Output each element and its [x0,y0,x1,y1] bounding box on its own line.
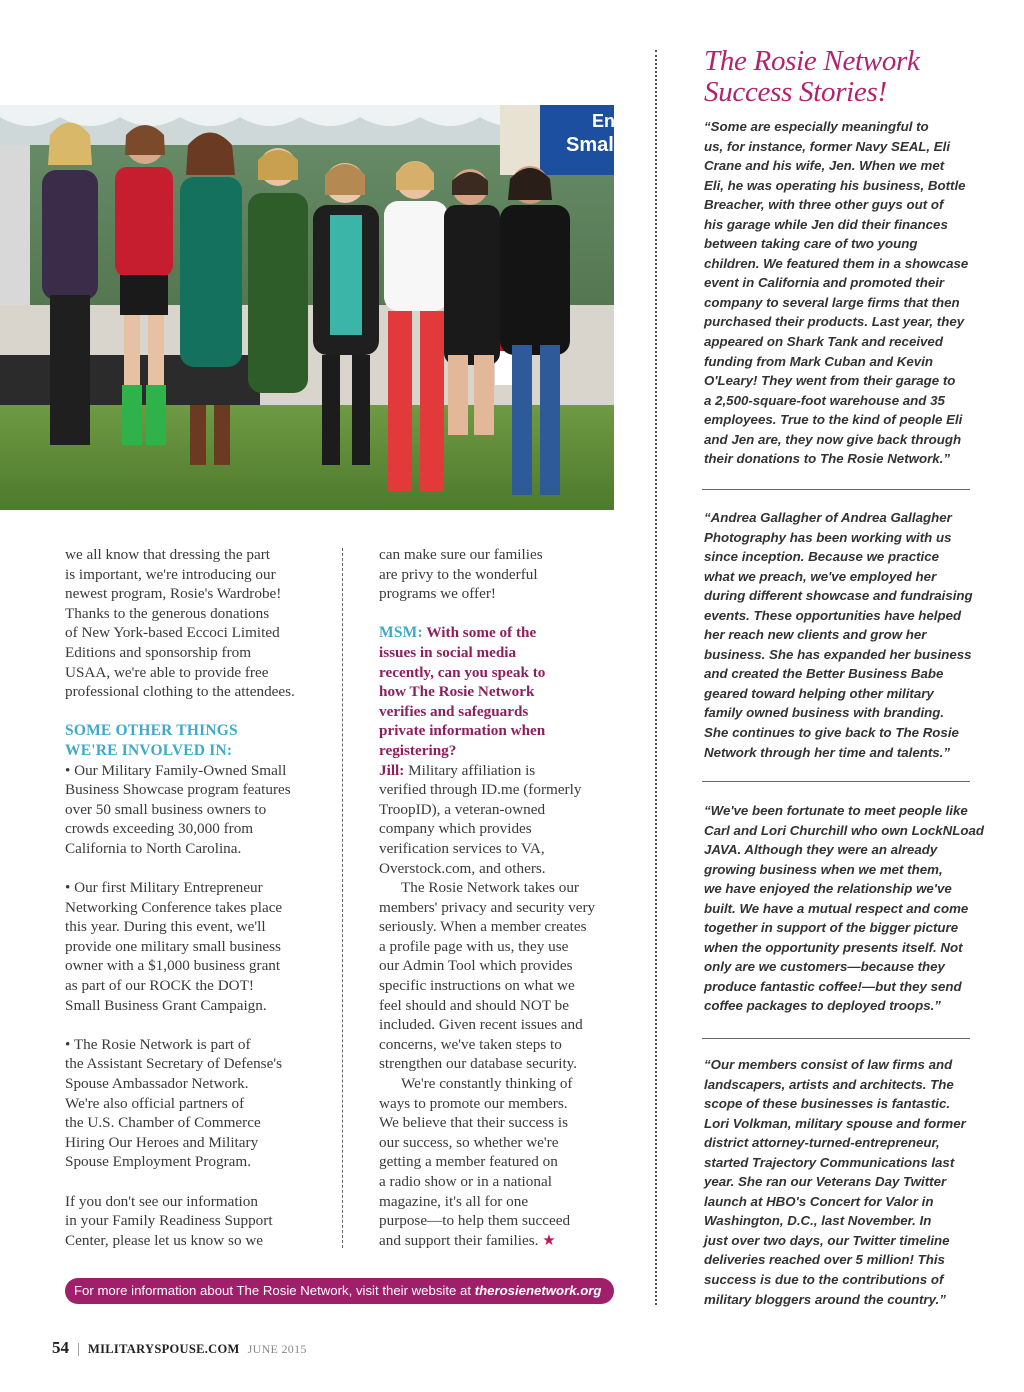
question-line: registering? [379,741,457,759]
text-line: of New York-based Eccoci Limited [65,624,280,642]
text-line: Editions and sponsorship from [65,643,252,661]
text-line: members' privacy and security very [379,898,596,916]
question-line: recently, can you speak to [379,663,546,681]
text-line: feel should and should NOT be [379,996,569,1014]
text-line [379,1231,649,1251]
text-line: verified through ID.me (formerly [379,781,582,799]
column-divider [342,548,343,1248]
sidebar-title-line: The Rosie Network [704,45,920,77]
quote-line: his garage while Jen did their finances [704,216,948,232]
website-banner [65,1278,614,1304]
quote-line: military bloggers around the country.” [704,1291,946,1307]
interview-question [379,623,649,760]
text-line: Spouse Employment Program. [65,1153,252,1171]
quote-line: when the opportunity presents itself. Not [704,939,963,955]
text-line: concerns, we've taken steps to [379,1035,562,1053]
text-line: professional clothing to the attendees. [65,683,295,701]
quote-line: year. She ran our Veterans Day Twitter [704,1174,947,1190]
text-line: ways to promote our members. [379,1094,568,1112]
text-line: Overstock.com, and others. [379,859,546,877]
quote-line: Lori Volkman, military spouse and former [704,1115,966,1131]
text-line: company which provides [379,820,532,838]
text-line: is important, we're introducing our [65,565,276,583]
question-label: MSM: [379,624,423,642]
quote-line: business. She has expanded her business [704,646,972,662]
quote-line: Network through her time and talents.” [704,744,951,760]
quote-line: growing business when we met them, [704,861,943,877]
quote-divider [702,489,970,490]
text-line: a radio show or in a national [379,1173,552,1190]
sign-small: Small [566,134,620,156]
quote-line: scope of these businesses is fantastic. [704,1096,951,1112]
footer-issue-date: JUNE 2015 [247,1342,307,1356]
quote-line: us, for instance, former Navy SEAL, Eli [704,138,951,154]
paragraph-wardrobe [65,545,335,702]
quote-line: produce fantastic coffee!—but they send [704,978,962,994]
footer-separator: | [77,1341,81,1357]
text-line: over 50 small business owners to [65,800,267,818]
text-line: can make sure our families [379,546,543,563]
quote-line: Washington, D.C., last November. In [704,1213,932,1229]
footer-site-name: MILITARYSPOUSE.COM [88,1342,240,1356]
text-line: TroopID), a veteran-owned [379,800,546,818]
text-line: Business Showcase program features [65,781,291,799]
text-line: in your Family Readiness Support [65,1212,273,1230]
paragraph-readiness [65,1192,335,1251]
group-photo [0,105,620,510]
text-line: Hiring Our Heroes and Military [65,1133,259,1151]
quote-line: district attorney-turned-entrepreneur, [704,1135,940,1151]
text-line: The Rosie Network takes our [401,879,579,897]
text-line: Networking Conference takes place [65,898,283,916]
quote-line: company to several large firms that then [704,294,960,310]
quote-line: children. We featured them in a showcase [704,255,969,271]
question-line: how The Rosie Network [379,683,535,701]
text-line: Center, please let us know so we [65,1231,264,1249]
quote-line: coffee packages to deployed troops.” [704,998,941,1014]
text-line: our success, so whether we're [379,1133,559,1151]
banner-text: For more information about The Rosie Network, visit their website at [74,1283,475,1298]
success-quote-volkman [704,1055,976,1309]
quote-line: we have enjoyed the relationship we've [704,881,952,897]
article-column-2 [379,545,649,1250]
sidebar-divider [655,50,657,1305]
sidebar-title-line: Success Stories! [704,76,887,108]
section-heading [65,721,335,760]
quote-line: landscapers, artists and architects. The [704,1076,954,1092]
text-line: crowds exceeding 30,000 from [65,820,254,838]
text-line: are privy to the wonderful [379,565,538,583]
text-line: owner with a $1,000 business grant [65,957,281,975]
text-line: getting a member featured on [379,1153,558,1171]
answer-text: Military affiliation is [408,761,536,779]
quote-line: between taking care of two young [704,236,918,252]
bullet-showcase [65,761,335,859]
quote-line: and created the Better Business Babe [704,666,944,682]
paragraph-privacy [379,878,649,1074]
heading-line: WE'RE INVOLVED IN: [65,741,233,759]
sidebar-title [704,46,920,108]
text-line: We're constantly thinking of [401,1075,573,1093]
text-line: We're also official partners of [65,1094,245,1112]
text-line: USAA, we're able to provide free [65,663,269,681]
success-quote-gallagher [704,508,976,762]
quote-line: just over two days, our Twitter timeline [704,1232,950,1248]
page-footer [52,1338,307,1358]
text-line: • The Rosie Network is part of [65,1035,251,1053]
quote-line: events. These opportunities have helped [704,607,962,623]
heading-line: SOME OTHER THINGS [65,722,238,740]
question-line [379,623,649,643]
quote-line: “Andrea Gallagher of Andrea Gallagher [704,510,952,525]
page-number: 54 [52,1338,69,1357]
quote-line: launch at HBO's Concert for Valor in [704,1193,934,1209]
interview-answer [379,761,649,879]
text-line: programs we offer! [379,585,496,603]
answer-line [379,761,649,781]
text-line: • Our first Military Entrepreneur [65,879,263,897]
text-line: We believe that their success is [379,1114,568,1132]
text-line: our Admin Tool which provides [379,957,573,975]
last-line-text: and support their families. [379,1231,539,1249]
text-line: California to North Carolina. [65,839,242,857]
quote-line: “We've been fortunate to meet people like [704,803,968,818]
quote-line: funding from Mark Cuban and Kevin [704,353,934,369]
quote-line: Photography has been working with us [704,529,952,545]
text-line: verification services to VA, [379,839,545,857]
text-line: this year. During this event, we'll [65,918,266,936]
quote-line: She continues to give back to The Rosie [704,725,959,741]
quote-line: event in California and promoted their [704,275,945,291]
question-text: With some of the [426,624,537,642]
bullet-partners [65,1035,335,1172]
text-line: magazine, it's all for one [379,1192,529,1210]
text-line: the Assistant Secretary of Defense's [65,1055,282,1073]
quote-line: since inception. Because we practice [704,549,940,565]
text-line: as part of our ROCK the DOT! [65,977,254,995]
quote-line: “Our members consist of law firms and [704,1057,953,1072]
success-quote-churchill [704,801,984,1016]
text-line: specific instructions on what we [379,977,575,995]
article-column-1 [65,545,335,1250]
text-line: • Our Military Family-Owned Small [65,761,287,779]
text-line: seriously. When a member creates [379,918,587,936]
success-quote-crane [704,117,976,469]
quote-line: only are we customers—because they [704,959,945,975]
quote-line: what we preach, we've employed her [704,568,937,584]
quote-line: appeared on Shark Tank and received [704,334,943,350]
quote-line: started Trajectory Communications last [704,1154,955,1170]
website-link[interactable]: therosienetwork.org [474,1283,602,1298]
quote-line: Carl and Lori Churchill who own LockNLoad [704,822,984,838]
quote-line: their donations to The Rosie Network.” [704,451,951,467]
quote-line: O'Leary! They went from their garage to [704,373,956,389]
text-line: we all know that dressing the part [65,546,270,563]
quote-line: a 2,500-square-foot warehouse and 35 [704,392,945,408]
quote-line: employees. True to the kind of people Eli [704,412,963,428]
text-line: included. Given recent issues and [379,1016,583,1034]
text-line: a profile page with us, they use [379,937,569,955]
quote-line: Crane and his wife, Jen. When we met [704,158,945,174]
quote-line: “Some are especially meaningful to [704,119,929,134]
text-line: newest program, Rosie's Wardrobe! [65,585,282,603]
quote-line: during different showcase and fundraising [704,588,973,604]
quote-line: success is due to the contributions of [704,1272,944,1288]
quote-line: built. We have a mutual respect and come [704,900,969,916]
quote-line: Breacher, with three other guys out of [704,197,944,213]
text-line: provide one military small business [65,937,281,955]
text-line: Spouse Ambassador Network. [65,1075,249,1093]
text-line: Small Business Grant Campaign. [65,996,267,1014]
quote-divider [702,781,970,782]
text-line: purpose—to help them succeed [379,1212,571,1230]
question-line: issues in social media [379,643,517,661]
quote-divider [702,1038,970,1039]
text-line: Thanks to the generous donations [65,604,270,622]
quote-line: together in support of the bigger picture [704,920,959,936]
quote-line: deliveries reached over 5 million! This [704,1252,945,1268]
end-star-icon: ★ [542,1231,556,1249]
quote-line: and Jen are, they now give back through [704,431,962,447]
paragraph-promote [379,1074,649,1250]
text-line: the U.S. Chamber of Commerce [65,1114,261,1132]
text-line: strengthen our database security. [379,1055,578,1073]
text-line: If you don't see our information [65,1192,258,1210]
answer-label: Jill: [379,761,405,779]
question-line: private information when [379,722,546,740]
quote-line: her reach new clients and grow her [704,627,927,643]
quote-line: purchased their products. Last year, they [704,314,965,330]
quote-line: JAVA. Although they were an already [704,842,938,858]
question-line: verifies and safeguards [379,702,529,720]
sign-en: En [592,111,616,131]
quote-line: Eli, he was operating his business, Bottle [704,177,966,193]
quote-line: geared toward helping other military [704,685,934,701]
bullet-conference [65,878,335,1015]
paragraph-continued [379,545,649,604]
quote-line: family owned business with branding. [704,705,945,721]
